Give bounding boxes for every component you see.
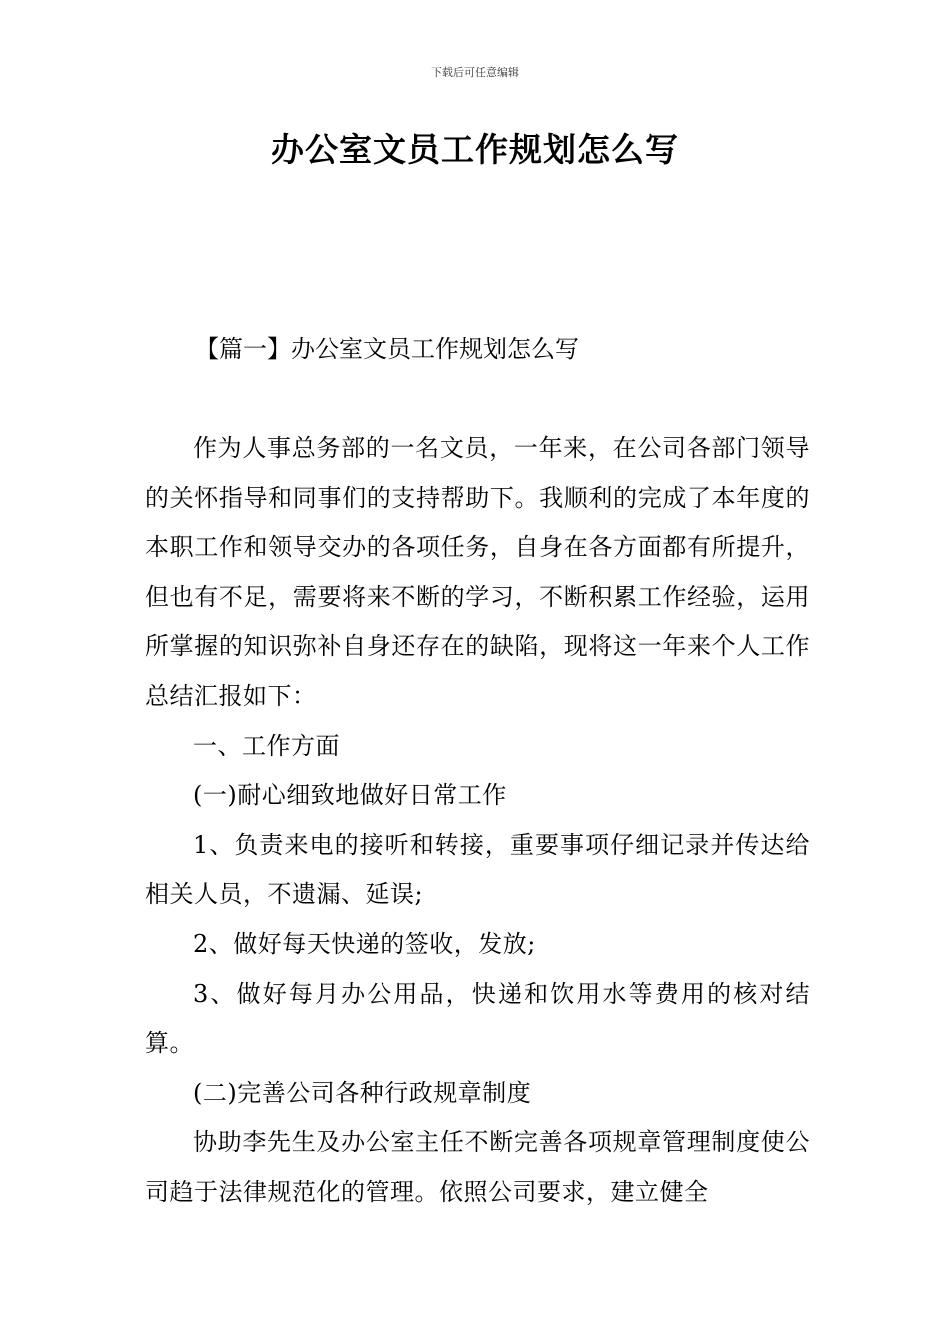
document-title: 办公室文员工作规划怎么写	[271, 130, 679, 169]
paragraph-work-aspect: 一、工作方面	[193, 731, 340, 760]
paragraph-item-3: 3、做好每月办公用品，快递和饮用水等费用的核对结算。	[145, 979, 810, 1058]
paragraph-subheading-regulations: (二)完善公司各种行政规章制度	[193, 1078, 532, 1107]
page-header-note: 下载后可任意编辑	[431, 66, 519, 79]
paragraph-regulations-body: 协助李先生及办公室主任不断完善各项规章管理制度使公司趋于法律规范化的管理。依照公司要求，建立健全	[145, 1128, 810, 1206]
paragraph-item-2: 2、做好每天快递的签收，发放;	[193, 929, 536, 958]
section-heading: 【篇一】办公室文员工作规划怎么写	[195, 335, 579, 363]
paragraph-item-1: 1、负责来电的接听和转接，重要事项仔细记录并传达给相关人员，不遗漏、延误;	[145, 830, 810, 909]
document-body	[145, 424, 810, 1218]
paragraph-intro: 作为人事总务部的一名文员，一年来，在公司各部门领导的关怀指导和同事们的支持帮助下。我顺利的完成了本年度的本职工作和领导交办的各项任务，自身在各方面都有所提升，但也有不足，需要将来不断的学习，不断积累工作经验，运用所掌握的知识弥补自身还存在的缺陷，现将这一年来个人工作总结汇报如下：	[145, 434, 810, 710]
paragraph-subheading-daily-work: (一)耐心细致地做好日常工作	[193, 781, 507, 810]
